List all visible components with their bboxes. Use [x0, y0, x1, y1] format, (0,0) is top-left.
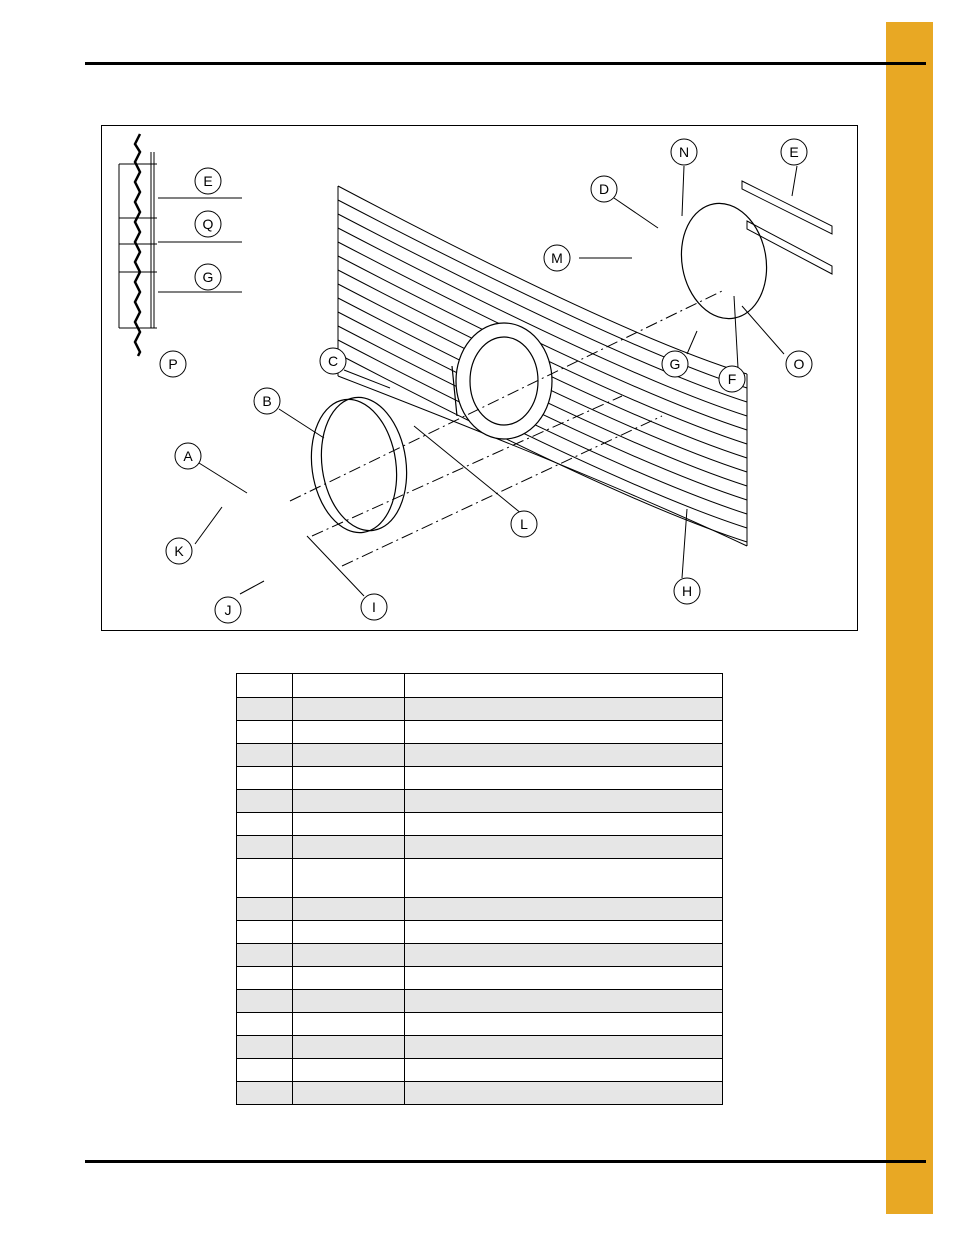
callout-G-left	[195, 264, 221, 290]
callout-I	[361, 594, 387, 620]
header-ref	[237, 674, 293, 698]
svg-text:B: B	[262, 393, 272, 409]
svg-text:D: D	[598, 181, 610, 197]
callout-F	[719, 366, 745, 392]
table-row	[237, 767, 723, 790]
table-row	[237, 813, 723, 836]
parts-list-table	[236, 673, 723, 1105]
callout-K	[166, 538, 192, 564]
callout-B	[254, 388, 280, 414]
callout-P	[160, 351, 186, 377]
table-row	[237, 836, 723, 859]
inset-detail	[119, 134, 242, 356]
svg-text:K: K	[174, 543, 184, 559]
svg-text:G: G	[669, 356, 681, 372]
svg-text:E: E	[789, 144, 799, 160]
svg-text:C: C	[327, 353, 339, 369]
table-row	[237, 898, 723, 921]
header-rule	[85, 62, 926, 65]
cover-disc	[303, 392, 415, 538]
exploded-assembly-figure	[101, 125, 858, 631]
callout-G-right	[662, 351, 688, 377]
svg-text:P: P	[168, 356, 178, 372]
table-row	[237, 1082, 723, 1105]
table-row	[237, 990, 723, 1013]
svg-text:A: A	[183, 448, 193, 464]
callout-L	[511, 511, 537, 537]
table-row	[237, 967, 723, 990]
table-row	[237, 921, 723, 944]
header-description	[405, 674, 723, 698]
table-row	[237, 744, 723, 767]
callout-E-right	[781, 139, 807, 165]
callout-D	[591, 176, 617, 202]
callout-M	[544, 245, 570, 271]
svg-text:H: H	[681, 583, 693, 599]
svg-text:M: M	[551, 250, 563, 266]
svg-text:N: N	[678, 144, 690, 160]
callout-C	[320, 348, 346, 374]
svg-text:Q: Q	[202, 216, 214, 232]
table-row	[237, 1059, 723, 1082]
table-row	[237, 1013, 723, 1036]
svg-text:I: I	[372, 599, 376, 615]
chapter-tab	[886, 22, 933, 1214]
callout-O	[786, 351, 812, 377]
callout-N	[671, 139, 697, 165]
table-row	[237, 790, 723, 813]
table-row	[237, 859, 723, 898]
header-part-number	[293, 674, 405, 698]
svg-text:G: G	[202, 269, 214, 285]
assembly-drawing	[102, 126, 859, 632]
callout-Q	[195, 211, 221, 237]
footer-rule	[85, 1160, 926, 1163]
callout-H	[674, 578, 700, 604]
svg-text:J: J	[224, 602, 232, 618]
svg-text:O: O	[793, 356, 805, 372]
svg-text:F: F	[727, 371, 737, 387]
table-row	[237, 698, 723, 721]
callout-A	[175, 443, 201, 469]
callout-E-left	[195, 168, 221, 194]
callout-J	[215, 597, 241, 623]
table-header	[237, 674, 723, 698]
table-row	[237, 721, 723, 744]
inner-disc	[673, 197, 776, 326]
table-row	[237, 944, 723, 967]
svg-text:E: E	[203, 173, 213, 189]
svg-text:L: L	[520, 516, 528, 532]
table-row	[237, 1036, 723, 1059]
